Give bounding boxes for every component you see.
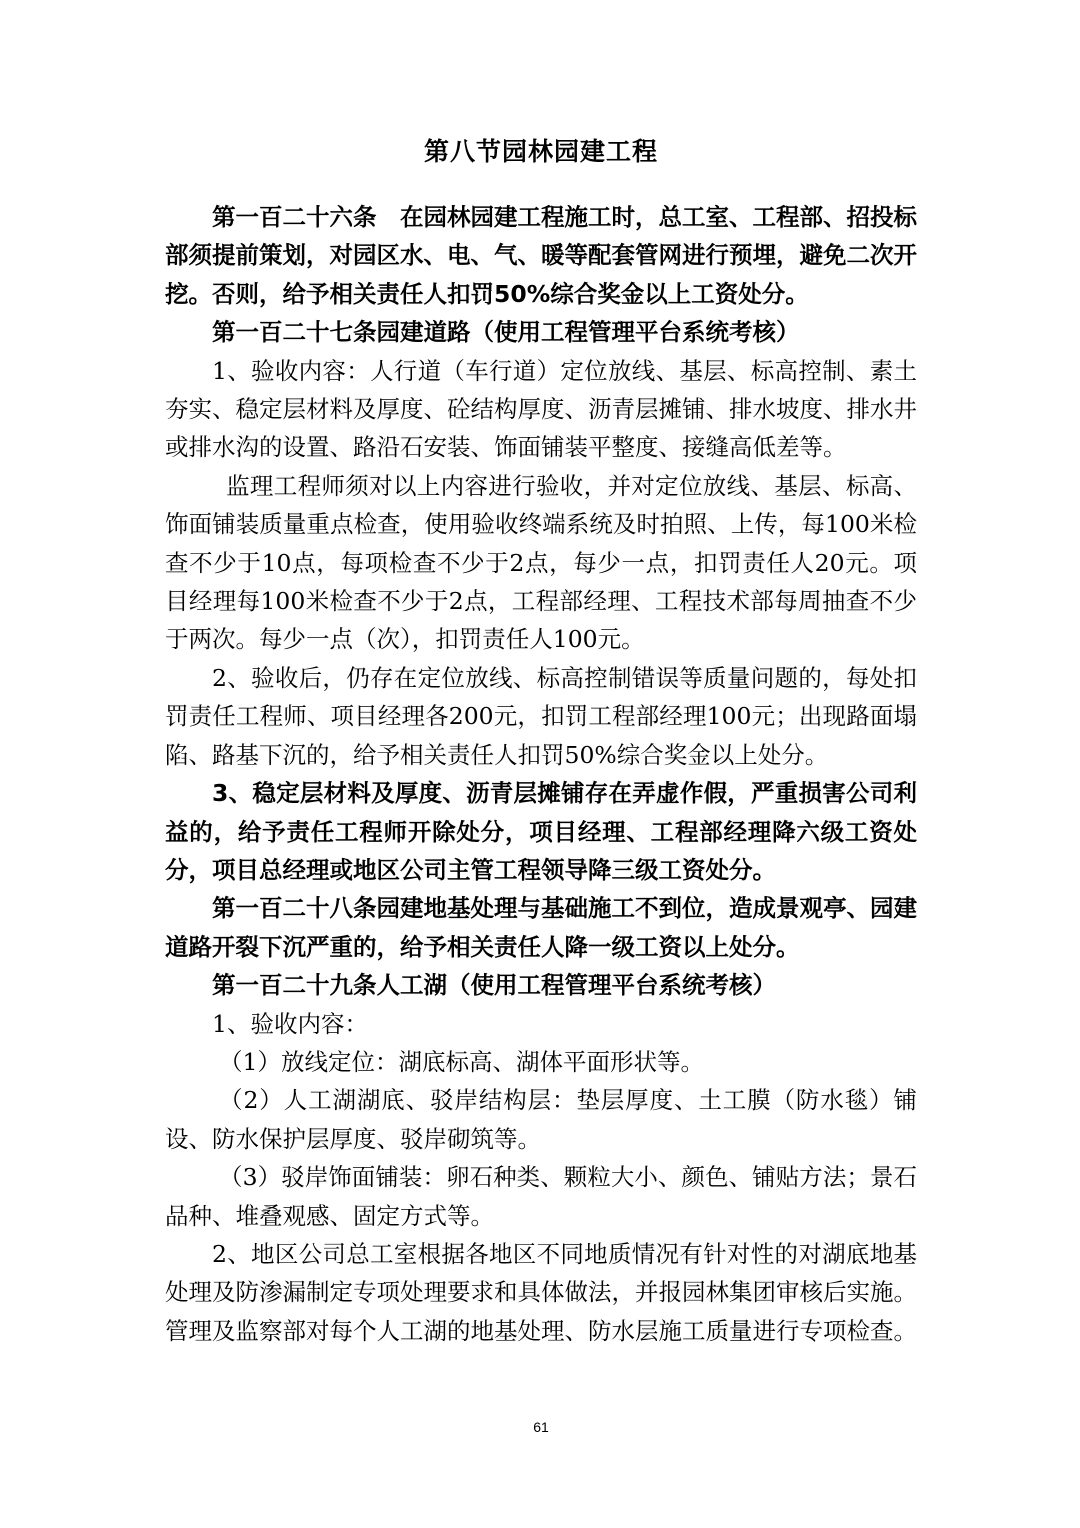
section-title: 第八节园林园建工程 [423, 137, 658, 166]
article-129-item-2: 2、地区公司总工室根据各地区不同地质情况有针对性的对湖底地基处理及防渗漏制定专项处理要求和具体做法，并报园林集团审核后实施。管理及监察部对每个人工湖的地基处理、防水层施工质量进行专项检查。 [165, 1239, 917, 1345]
article-127-supervision: 监理工程师须对以上内容进行验收，并对定位放线、基层、标高、饰面铺装质量重点检查，使用验收终端系统及时拍照、上传，每100米检查不少于10点，每项检查不少于2点，每少一点，扣罚责任人20元。项目经理每100米检查不少于2点，工程部经理、工程技术部每周抽查不少于两次。每少一点（次），扣罚责任人100元。 [165, 471, 917, 654]
article-129-sub-3: （3）驳岸饰面铺装：卵石种类、颗粒大小、颜色、铺贴方法；景石品种、堆叠观感、固定方式等。 [165, 1163, 917, 1230]
article-127-heading: 第一百二十七条园建道路（使用工程管理平台系统考核） [212, 318, 800, 347]
article-129-item-1: 1、验收内容： [212, 1009, 368, 1038]
article-127-item-2: 2、验收后，仍存在定位放线、标高控制错误等质量问题的，每处扣罚责任工程师、项目经理各200元，扣罚工程部经理100元；出现路面塌陷、路基下沉的，给予相关责任人扣罚50%综合奖金以上处分。 [165, 663, 917, 769]
article-129-sub-1: （1）放线定位：湖底标高、湖体平面形状等。 [219, 1047, 704, 1076]
article-127-item-1: 1、验收内容：人行道（车行道）定位放线、基层、标高控制、素土夯实、稳定层材料及厚度、砼结构厚度、沥青层摊铺、排水坡度、排水井或排水沟的设置、路沿石安装、饰面铺装平整度、接缝高低差等。 [165, 356, 917, 462]
article-128: 第一百二十八条园建地基处理与基础施工不到位，造成景观亭、园建道路开裂下沉严重的，给予相关责任人降一级工资以上处分。 [165, 894, 917, 961]
document-page [165, 0, 917, 1528]
article-129-sub-2: （2）人工湖湖底、驳岸结构层：垫层厚度、土工膜（防水毯）铺设、防水保护层厚度、驳岸砌筑等。 [165, 1086, 917, 1153]
article-129-heading: 第一百二十九条人工湖（使用工程管理平台系统考核） [212, 971, 776, 1000]
page-number: 61 [533, 1419, 549, 1435]
document-body [165, 198, 917, 1350]
article-127-item-3: 3、稳定层材料及厚度、沥青层摊铺存在弄虚作假，严重损害公司利益的，给予责任工程师开除处分，项目经理、工程部经理降六级工资处分，项目总经理或地区公司主管工程领导降三级工资处分。 [165, 779, 917, 884]
article-126: 第一百二十六条 在园林园建工程施工时，总工室、工程部、招投标部须提前策划，对园区水、电、气、暖等配套管网进行预埋，避免二次开挖。否则，给予相关责任人扣罚50%综合奖金以上工资处分。 [165, 203, 917, 308]
